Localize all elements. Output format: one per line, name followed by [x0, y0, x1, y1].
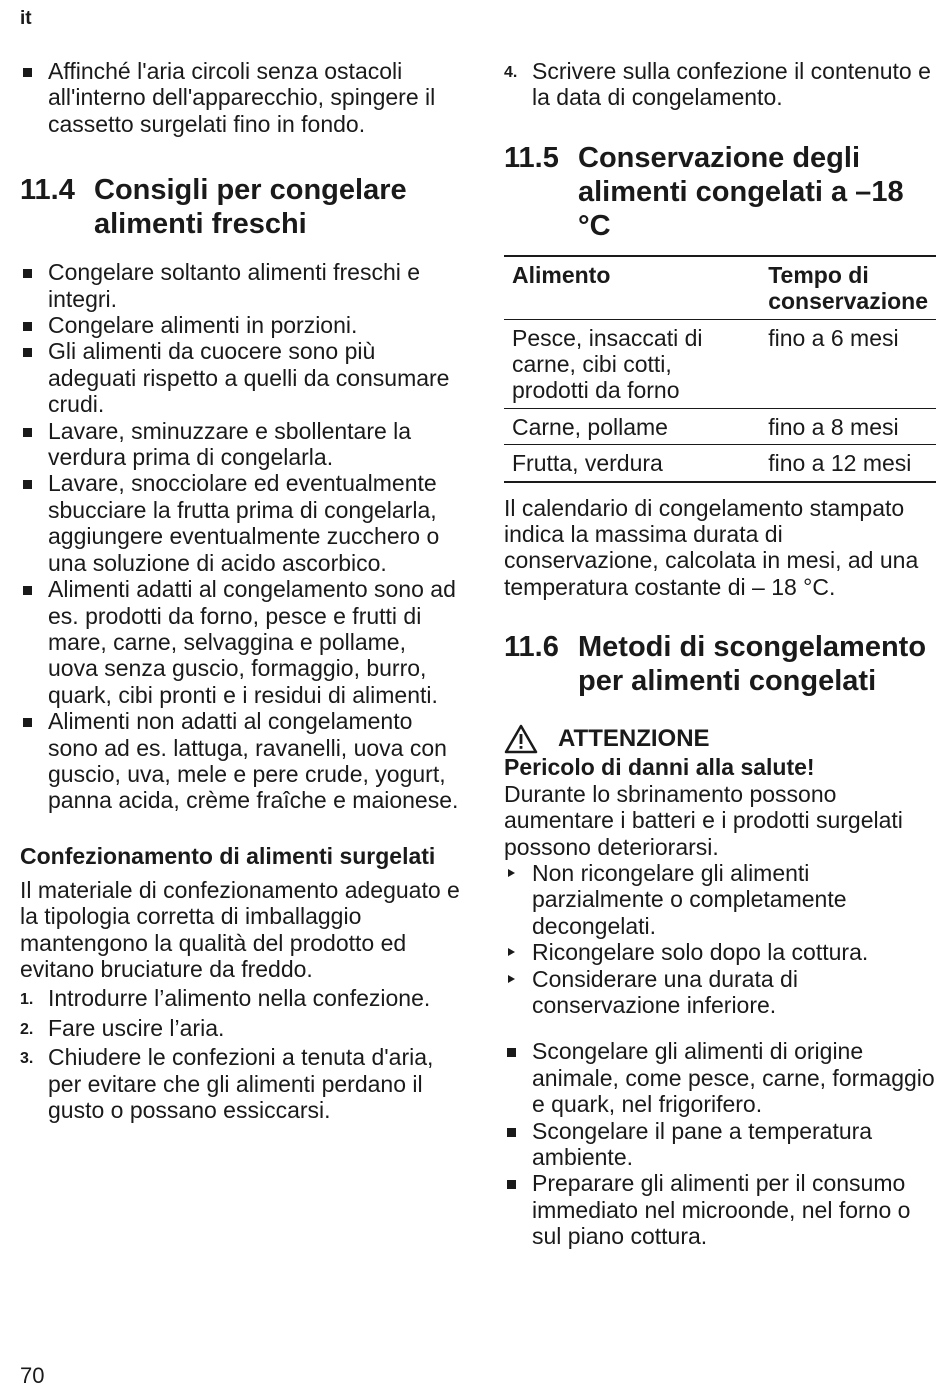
step-number: 2.: [20, 1020, 34, 1038]
language-label: it: [20, 8, 32, 29]
right-column: [504, 58, 936, 1250]
table-cell: fino a 12 mesi: [760, 445, 936, 482]
step-item: [20, 1015, 462, 1041]
step-number: 1.: [20, 991, 34, 1009]
list-item: Ricongelare solo dopo la cottura.: [504, 939, 936, 965]
storage-time-table: [504, 255, 936, 483]
table-row: [504, 445, 936, 482]
thawing-methods-list: [504, 1038, 936, 1249]
table-row: [504, 319, 936, 408]
step-text: Scrivere sulla confezione il contenuto e la data di congelamento.: [532, 58, 931, 111]
step-item: [20, 1044, 462, 1123]
section-number: 11.5: [504, 141, 559, 174]
step-text: Fare uscire l’aria.: [48, 1014, 225, 1041]
warning-triangle-icon: [504, 724, 538, 754]
warning-header: [504, 724, 936, 754]
section-number: 11.4: [20, 174, 75, 207]
step-item: [504, 58, 936, 111]
list-item: Alimenti non adatti al congelamento sono ad es. lattuga, ravanelli, uova con guscio, uva, mele e pere crude, yogurt, panna acida, crème fraîche e maionese.: [20, 708, 462, 814]
packaging-paragraph: Il materiale di confezionamento adeguato e la tipologia corretta di imballaggio mantengono la qualità del prodotto ed evitano bruciature da freddo.: [20, 876, 460, 982]
storage-paragraph: Il calendario di congelamento stampato indica la massima durata di conservazione, calcolata in mesi, ad una temperatura costante di – 18 °C.: [504, 494, 919, 600]
warning-text: Durante lo sbrinamento possono aumentare i batteri e i prodotti surgelati possono deteriorarsi.: [504, 780, 903, 860]
section-title: Conservazione degli alimenti congelati a –18 °C: [578, 141, 904, 242]
list-item: Preparare gli alimenti per il consumo immediato nel microonde, nel forno o sul piano cottura.: [504, 1170, 936, 1249]
freezing-tips-list: [20, 259, 462, 814]
table-cell: Frutta, verdura: [504, 445, 760, 482]
step-text: Chiudere le confezioni a tenuta d'aria, per evitare che gli alimenti perdano il gusto o possano essiccarsi.: [48, 1044, 434, 1123]
list-item: Considerare una durata di conservazione inferiore.: [504, 966, 936, 1019]
table-cell: Carne, pollame: [504, 408, 760, 444]
step-number: 3.: [20, 1050, 34, 1068]
subheading-packaging: Confezionamento di alimenti surgelati: [20, 842, 436, 869]
packaging-steps: [20, 985, 462, 1123]
warning-actions: [504, 860, 936, 1018]
section-heading-11-6: [504, 630, 936, 698]
step-number: 4.: [504, 64, 518, 81]
section-title: Consigli per congelare alimenti freschi: [94, 174, 407, 241]
list-item: Affinché l'aria circoli senza ostacoli all'interno dell'apparecchio, spingere il cassetto surgelati fino in fondo.: [20, 58, 462, 137]
section-heading-11-4: [20, 173, 462, 241]
intro-bullet-list: [20, 58, 462, 137]
table-cell: fino a 8 mesi: [760, 408, 936, 444]
section-heading-11-5: [504, 141, 936, 243]
list-item: Congelare soltanto alimenti freschi e integri.: [20, 259, 462, 312]
list-item: Alimenti adatti al congelamento sono ad es. prodotti da forno, pesce e frutti di mare, carne, selvaggina e pollame, uova senza guscio, formaggio, burro, quark, cibi pronti e i residui di alimenti.: [20, 576, 462, 708]
table-row: [504, 408, 936, 444]
step-item: [20, 985, 462, 1011]
section-number: 11.6: [504, 631, 559, 664]
warning-label: ATTENZIONE: [558, 725, 710, 753]
left-column: [20, 58, 462, 1126]
table-cell: fino a 6 mesi: [760, 319, 936, 408]
list-item: Scongelare il pane a temperatura ambiente.: [504, 1118, 936, 1171]
list-item: Lavare, snocciolare ed eventualmente sbucciare la frutta prima di congelarla, aggiungere eventualmente zucchero o una soluzione di acido ascorbico.: [20, 470, 462, 576]
warning-subtitle: Pericolo di danni alla salute!: [504, 754, 815, 781]
packaging-steps-continued: [504, 58, 936, 111]
list-item: Gli alimenti da cuocere sono più adeguati rispetto a quelli da consumare crudi.: [20, 338, 462, 417]
table-header-row: [504, 256, 936, 319]
section-title: Metodi di scongelamento per alimenti congelati: [578, 631, 927, 698]
page-number: 70: [20, 1363, 45, 1388]
list-item: Congelare alimenti in porzioni.: [20, 312, 462, 338]
list-item: Lavare, sminuzzare e sbollentare la verdura prima di congelarla.: [20, 418, 462, 471]
list-item: Non ricongelare gli alimenti parzialmente o completamente decongelati.: [504, 860, 936, 939]
column-header: Alimento: [504, 256, 760, 319]
table-cell: Pesce, insaccati di carne, cibi cotti, prodotti da forno: [504, 319, 760, 408]
list-item: Scongelare gli alimenti di origine animale, come pesce, carne, formaggio e quark, nel frigorifero.: [504, 1038, 936, 1117]
step-text: Introdurre l’alimento nella confezione.: [48, 985, 431, 1012]
column-header: Tempo di conservazione: [760, 256, 936, 319]
